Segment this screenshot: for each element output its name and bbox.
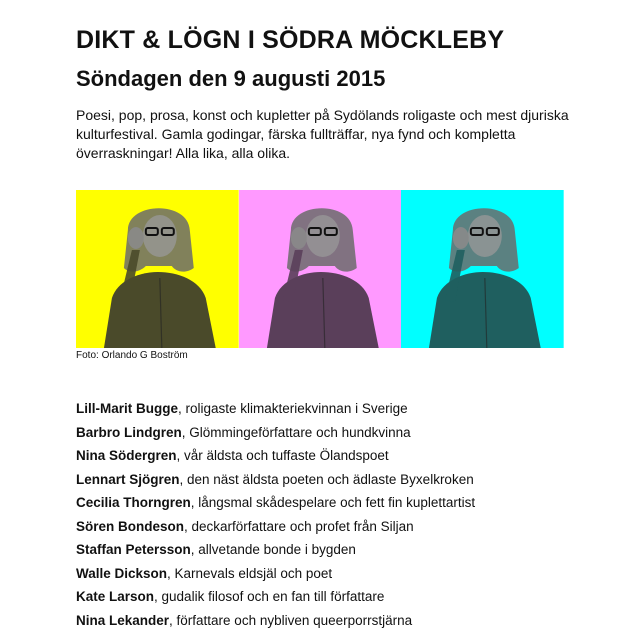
hand-shape <box>128 227 144 249</box>
portrait-graphic <box>76 190 239 348</box>
performer-item <box>76 565 475 589</box>
performer-name: Lennart Sjögren <box>76 471 180 487</box>
performer-item <box>76 588 475 612</box>
photo-panel-pink <box>239 190 402 348</box>
performer-name: Cecilia Thorngren <box>76 495 191 510</box>
performer-description: , författare och nybliven queerporrstjärna <box>169 612 413 628</box>
performer-description: , allvetande bonde i bygden <box>190 542 356 557</box>
performer-item <box>76 447 475 471</box>
performer-list <box>76 400 475 635</box>
performer-name: Walle Dickson <box>76 565 168 581</box>
performer-item <box>76 494 475 518</box>
hand-shape <box>291 227 307 249</box>
performer-item <box>76 541 475 565</box>
performer-description: , deckarförfattare och profet från Siljan <box>184 518 414 534</box>
performer-name: Barbro Lindgren <box>76 424 182 440</box>
photo-caption: Foto: Orlando G Boström <box>76 350 188 361</box>
event-date: Söndagen den 9 augusti 2015 <box>76 66 386 91</box>
performer-description: , den näst äldsta poeten och ädlaste Byxelkroken <box>179 471 474 487</box>
performer-description: , roligaste klimakteriekvinnan i Sverige <box>178 401 408 416</box>
performer-name: Lill-Marit Bugge <box>76 401 178 416</box>
intro-text: Poesi, pop, prosa, konst och kupletter på Sydölands roligaste och mest djuriska kulturfestival. Gamla godingar, färska fullträffar, nya fynd och kompletta överraskningar! Alla lika, alla olika. <box>76 107 569 161</box>
photo-panel-cyan <box>401 190 564 348</box>
performer-name: Nina Lekander <box>76 612 170 628</box>
performer-item <box>76 471 475 495</box>
portrait-graphic <box>239 190 402 348</box>
performer-name: Staffan Petersson <box>76 542 191 557</box>
performer-item <box>76 400 475 424</box>
portrait-graphic <box>401 190 564 348</box>
performer-item <box>76 424 475 448</box>
performer-item <box>76 518 475 542</box>
photo-panel-yellow <box>76 190 239 348</box>
performer-name: Nina Södergren <box>76 448 177 463</box>
hand-shape <box>453 227 469 249</box>
pop-art-photo <box>76 190 564 348</box>
poster-title: DIKT & LÖGN I SÖDRA MÖCKLEBY <box>76 26 505 54</box>
performer-name: Sören Bondeson <box>76 518 185 534</box>
performer-name: Kate Larson <box>76 589 155 604</box>
performer-item <box>76 612 475 636</box>
performer-description: , vår äldsta och tuffaste Ölandspoet <box>176 448 389 463</box>
performer-description: , gudalik filosof och en fan till författare <box>154 589 385 604</box>
performer-description: , långsmal skådespelare och fett fin kuplettartist <box>190 495 476 510</box>
performer-description: , Glömmingeförfattare och hundkvinna <box>181 424 411 440</box>
performer-description: , Karnevals eldsjäl och poet <box>167 565 333 581</box>
